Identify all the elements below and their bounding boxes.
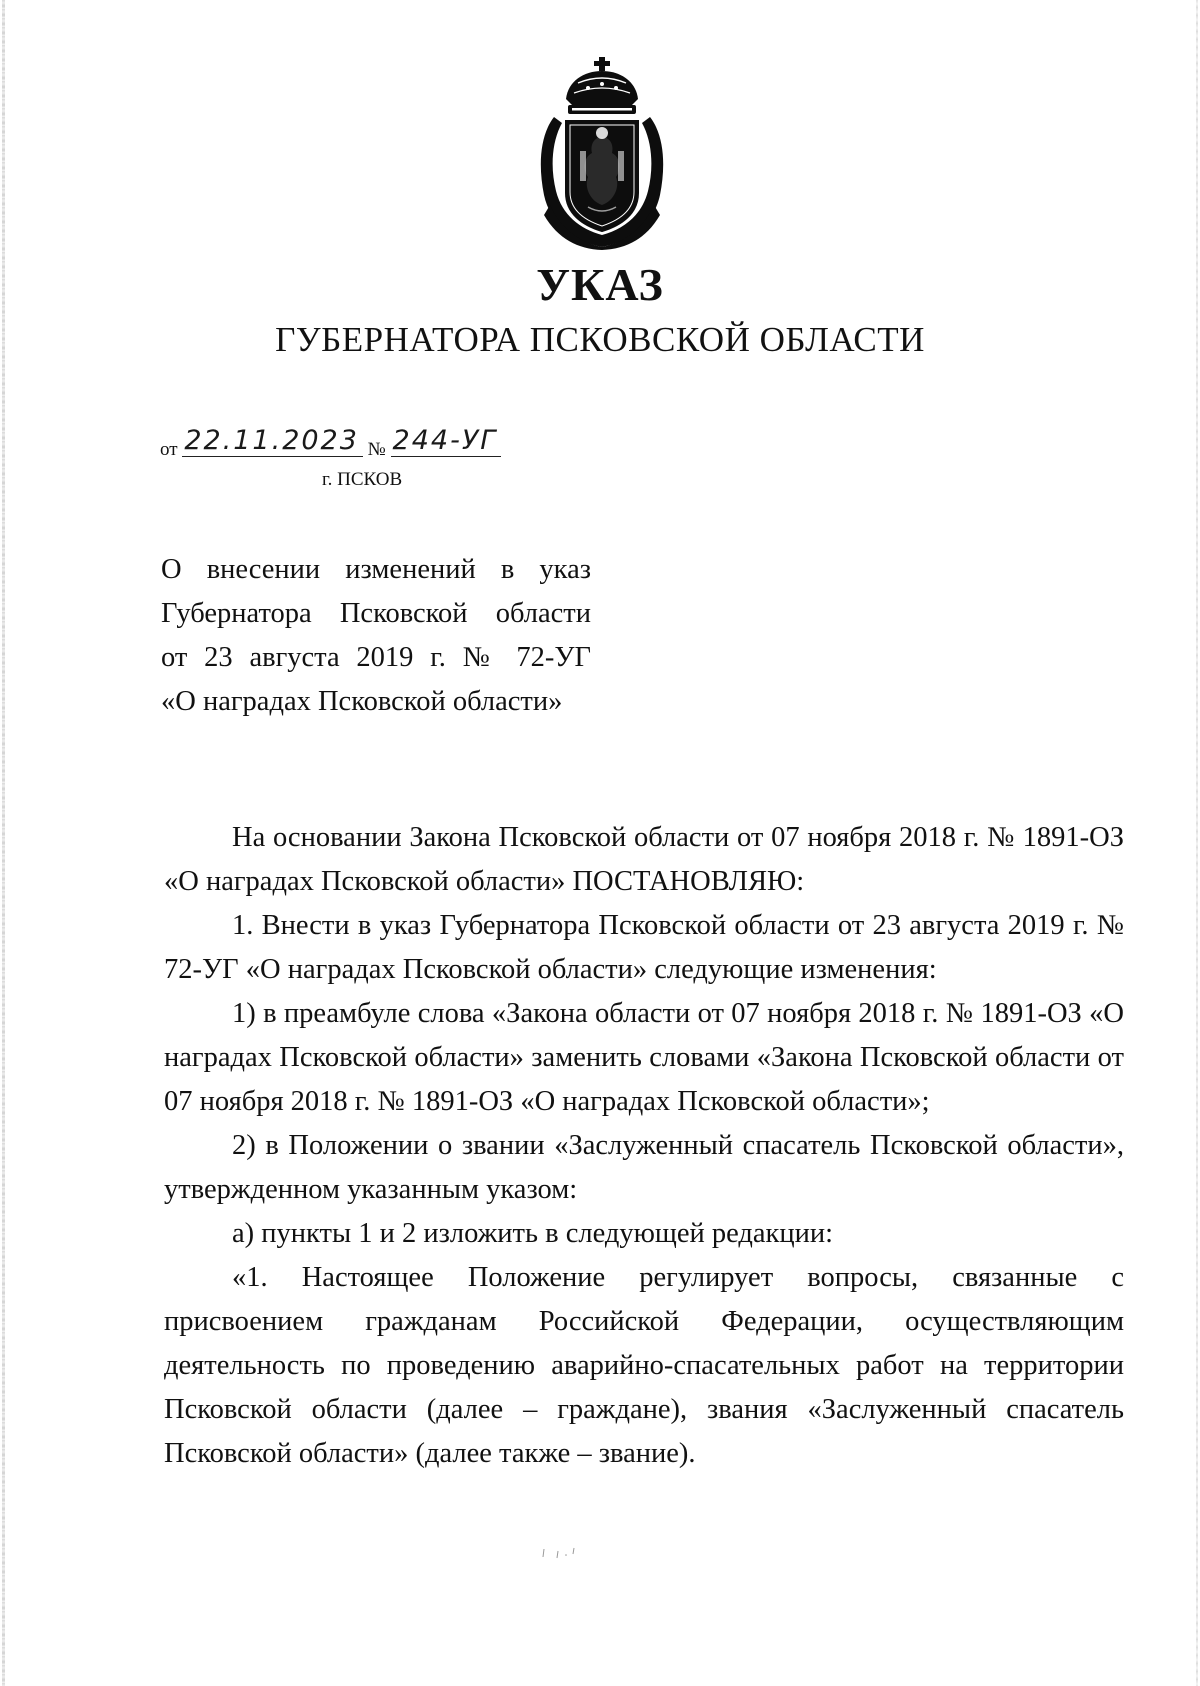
subject-line: О внесении изменений в указ [161, 554, 591, 585]
body-paragraph-subitem-a: а) пункты 1 и 2 изложить в следующей редакции: [232, 1218, 834, 1249]
issue-city: г. ПСКОВ [322, 469, 403, 490]
subject-line: «О наградах Псковской области» [161, 686, 563, 717]
registration-line [160, 425, 501, 465]
date-prefix: от [160, 439, 178, 460]
handwritten-number: 244-УГ [391, 425, 502, 457]
scan-edge-left [2, 0, 5, 1686]
body-paragraph-subitem-1: 1) в преамбуле слова «Закона области от 07 ноября 2018 г. № 1891-ОЗ «О наградах Псковской области» заменить словами «Закона Псковской области от 07 ноября 2018 г. № 1891-ОЗ «О наградах Псковской области»; [164, 998, 1124, 1117]
document-title: УКАЗ [536, 259, 664, 310]
document-body [164, 816, 1124, 1476]
body-paragraph-preamble: На основании Закона Псковской области от 07 ноября 2018 г. № 1891-ОЗ «О наградах Псковской области» ПОСТАНОВЛЯЮ: [164, 822, 1124, 897]
subject-line: Губернатора Псковской области [161, 598, 591, 629]
handwritten-date: 22.11.2023 [182, 425, 363, 457]
document-issuer: ГУБЕРНАТОРА ПСКОВСКОЙ ОБЛАСТИ [275, 320, 925, 359]
scan-mark [530, 1545, 600, 1561]
subject-line: от 23 августа 2019 г. № 72-УГ [161, 642, 591, 673]
body-paragraph-subitem-2: 2) в Положении о звании «Заслуженный спасатель Псковской области», утвержденном указанным указом: [164, 1130, 1124, 1205]
body-paragraph-clause-1: «1. Настоящее Положение регулирует вопросы, связанные с присвоением гражданам Российской Федерации, осуществляющим деятельность по проведению аварийно-спасательных работ на территории Псковской области (далее – граждане), звания «Заслуженный спасатель Псковской области» (далее также – звание). [164, 1262, 1124, 1469]
number-prefix: № [367, 439, 386, 460]
document-subject [161, 548, 591, 724]
scan-edge-right [1196, 0, 1198, 1686]
body-paragraph-item-1: 1. Внести в указ Губернатора Псковской области от 23 августа 2019 г. № 72-УГ «О наградах Псковской области» следующие изменения: [164, 910, 1124, 985]
coat-of-arms-icon [532, 55, 672, 250]
